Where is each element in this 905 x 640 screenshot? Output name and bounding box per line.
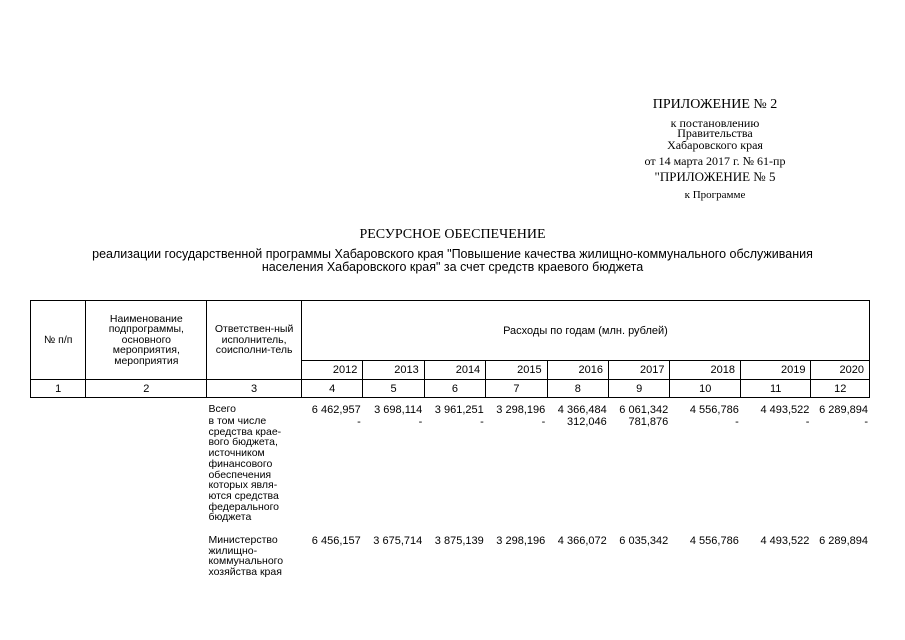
column-numbers-row <box>31 380 870 398</box>
row-executor: Всего <box>208 403 236 415</box>
appendix-line-resolution: к постановлению <box>670 116 760 130</box>
value-cell: 781,876 <box>628 416 669 428</box>
value-cell: 6 035,342 <box>619 535 669 548</box>
value-cell: 4 556,786 <box>689 535 739 548</box>
column-number: 10 <box>670 380 741 398</box>
column-number: 3 <box>207 380 302 398</box>
value-cell: - <box>418 416 423 428</box>
row-number-cell <box>30 535 85 578</box>
year-cell: 2019 <box>740 361 811 380</box>
value-cell: 312,046 <box>566 416 607 428</box>
value-cell: 4 493,522 <box>760 404 810 416</box>
column-number: 1 <box>31 380 86 398</box>
resource-table-body <box>30 404 870 578</box>
value-cell: 4 366,484 <box>557 404 607 416</box>
document-subtitle <box>40 248 865 274</box>
value-cell: - <box>480 416 484 428</box>
table-row <box>30 535 870 578</box>
value-cell: 4 556,786 <box>689 404 739 416</box>
column-number: 6 <box>424 380 485 398</box>
year-cell: 2017 <box>609 361 670 380</box>
value-cell: 6 289,894 <box>819 404 868 416</box>
year-cell: 2013 <box>363 361 424 380</box>
column-number: 5 <box>363 380 424 398</box>
row-name-cell <box>85 535 206 578</box>
year-cell: 2014 <box>424 361 485 380</box>
row-name-cell <box>85 404 206 416</box>
value-cell: 3 698,114 <box>374 404 423 416</box>
row-number-cell <box>30 404 85 416</box>
value-cell: 6 462,957 <box>311 404 361 416</box>
value-cell: 6 061,342 <box>619 404 669 416</box>
row-number-cell <box>30 416 85 523</box>
value-cell: - <box>541 416 546 428</box>
year-cell: 2020 <box>811 361 870 380</box>
value-cell: - <box>735 416 739 428</box>
table-row <box>30 416 870 523</box>
row-executor: в том числе средства крае-вого бюджета, источником финансового обеспечения которых явля-ются средства федерального бюджета <box>208 415 282 524</box>
value-cell: 3 298,196 <box>496 404 546 416</box>
appendix-line-government: Правительства <box>677 126 753 140</box>
header-expenses: Расходы по годам (млн. рублей) <box>301 301 869 361</box>
year-cell: 2016 <box>547 361 608 380</box>
value-cell: 3 298,196 <box>496 535 546 548</box>
column-number: 11 <box>740 380 811 398</box>
subtitle-line-1: реализации государственной программы Хабаровского края "Повышение качества жилищно-коммунального обслуживания <box>92 247 813 261</box>
header-number: № п/п <box>31 301 86 380</box>
value-cell: 3 675,714 <box>373 535 423 548</box>
value-cell: 3 961,251 <box>434 404 484 416</box>
document-title: РЕСУРСНОЕ ОБЕСПЕЧЕНИЕ <box>359 227 546 242</box>
value-cell: - <box>805 416 810 428</box>
row-spacer <box>30 523 870 535</box>
value-cell: 6 289,894 <box>819 535 868 548</box>
table-row <box>30 404 870 416</box>
appendix-line-date: от 14 марта 2017 г. № 61-пр <box>644 154 786 168</box>
value-cell: - <box>357 416 361 428</box>
resource-table-header <box>30 300 870 398</box>
column-number: 7 <box>486 380 547 398</box>
appendix-title: ПРИЛОЖЕНИЕ № 2 <box>652 97 778 112</box>
column-number: 2 <box>86 380 207 398</box>
value-cell: - <box>864 416 868 428</box>
appendix-sub-line: к Программе <box>684 189 746 201</box>
row-executor: Министерство жилищно-коммунального хозяйства края <box>208 534 284 579</box>
value-cell: 3 875,139 <box>434 535 484 548</box>
appendix-sub-title: "ПРИЛОЖЕНИЕ № 5 <box>654 169 776 184</box>
appendix-line-region: Хабаровского края <box>667 138 763 152</box>
value-cell: 4 493,522 <box>760 535 810 548</box>
column-number: 8 <box>547 380 608 398</box>
subtitle-line-2: населения Хабаровского края" за счет средств краевого бюджета <box>261 260 644 275</box>
row-name-cell <box>85 416 206 523</box>
spacer-cell <box>30 523 870 535</box>
header-name: Наименование подпрограммы, основного мероприятия, мероприятия <box>86 301 207 380</box>
header-executor: Ответствен-ный исполнитель, соисполни-тель <box>207 301 302 380</box>
column-number: 4 <box>301 380 362 398</box>
year-cell: 2015 <box>486 361 547 380</box>
year-cell: 2012 <box>301 361 362 380</box>
value-cell: 4 366,072 <box>557 535 607 548</box>
column-number: 12 <box>811 380 870 398</box>
value-cell: 6 456,157 <box>311 535 361 548</box>
year-cell: 2018 <box>670 361 741 380</box>
column-number: 9 <box>609 380 670 398</box>
